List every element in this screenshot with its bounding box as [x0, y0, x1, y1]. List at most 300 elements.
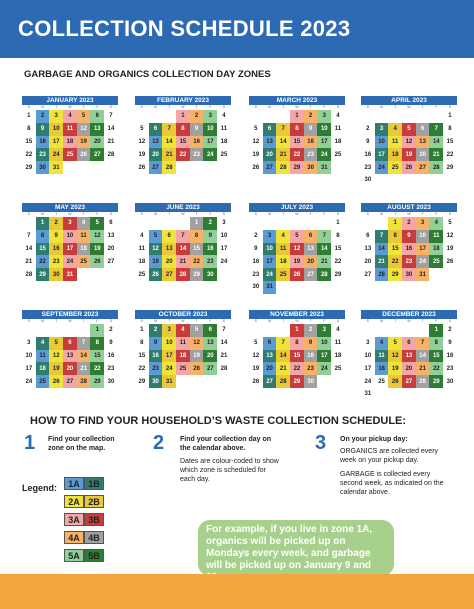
calendar-day: 10	[364, 352, 372, 359]
blank-day	[388, 110, 402, 123]
calendar-day: 25	[429, 255, 443, 268]
calendar-day: 22	[36, 255, 50, 268]
calendar-day: 20	[263, 362, 277, 375]
calendar-day: 12	[149, 243, 163, 256]
step-1-text: Find your collection zone on the map.	[48, 436, 115, 452]
weekday-label: T	[82, 319, 85, 323]
calendar-day: 23	[402, 255, 416, 268]
calendar-day: 29	[190, 268, 204, 281]
calendar-day: 11	[36, 350, 50, 363]
calendar-day: 11	[388, 136, 402, 149]
calendar-day: 29	[334, 271, 342, 278]
weekday-label: S	[254, 319, 258, 323]
calendar-day: 1	[190, 217, 204, 230]
calendar-day: 2	[149, 324, 163, 337]
calendar-day: 13	[416, 136, 430, 149]
weekday-label: T	[394, 319, 397, 323]
weekday-label: S	[140, 212, 144, 216]
weekday-label: M	[380, 212, 383, 216]
calendar-day: 22	[25, 151, 33, 158]
calendar-day: 16	[304, 136, 318, 149]
calendar-day: 10	[162, 337, 176, 350]
calendar-day: 7	[416, 337, 430, 350]
calendar-day: 16	[49, 243, 63, 256]
calendar-day: 16	[252, 258, 260, 265]
calendar-day: 6	[263, 123, 277, 136]
step-3-title: On your pickup day:	[340, 436, 408, 443]
calendar-day: 11	[375, 350, 389, 363]
calendar-day: 21	[107, 138, 115, 145]
calendar-day: 27	[402, 375, 416, 388]
calendar-day: 2	[36, 110, 50, 123]
calendar-day: 15	[334, 245, 342, 252]
calendar-day: 29	[90, 375, 104, 388]
calendar-day: 15	[290, 350, 304, 363]
calendar-day: 24	[162, 362, 176, 375]
blank-day	[149, 217, 163, 230]
calendar-day: 17	[364, 365, 372, 372]
legend-row	[64, 495, 104, 508]
calendar-day: 15	[429, 350, 443, 363]
calendar-day: 8	[388, 230, 402, 243]
month-grid	[249, 324, 345, 388]
calendar-day: 26	[252, 378, 260, 385]
calendar-day: 7	[317, 230, 331, 243]
month-title: MARCH 2023	[249, 96, 345, 105]
calendar-day: 1	[176, 110, 190, 123]
calendar-day: 26	[402, 161, 416, 174]
calendar-day: 26	[388, 375, 402, 388]
calendar-day: 23	[252, 271, 260, 278]
weekday-label: W	[181, 212, 185, 216]
blank-day	[416, 324, 430, 337]
month-title: JULY 2023	[249, 203, 345, 212]
step-2-number: 2	[153, 432, 165, 454]
calendar-day: 7	[276, 123, 290, 136]
calendar-day: 14	[220, 340, 228, 347]
weekday-label: T	[195, 319, 198, 323]
month-grid	[22, 324, 118, 388]
legend-row	[64, 549, 104, 562]
calendar-day: 25	[77, 255, 91, 268]
calendar-day: 30	[203, 268, 217, 281]
calendar-day: 31	[162, 375, 176, 388]
weekday-label: F	[209, 105, 212, 109]
weekday-label: S	[336, 212, 340, 216]
calendar-day: 10	[25, 352, 33, 359]
weekday-label: S	[366, 212, 370, 216]
weekday-label: T	[55, 105, 58, 109]
calendar-day: 31	[317, 161, 331, 174]
weekday-label: F	[323, 319, 326, 323]
blank-day	[162, 217, 176, 230]
calendar-day: 28	[429, 161, 443, 174]
weekday-label: F	[435, 319, 438, 323]
calendar-day: 11	[77, 230, 91, 243]
calendar-day: 8	[90, 337, 104, 350]
calendar-day: 18	[334, 138, 342, 145]
weekday-label: T	[282, 105, 285, 109]
calendar-day: 13	[63, 350, 77, 363]
calendar-day: 17	[49, 136, 63, 149]
calendar-day: 2	[190, 110, 204, 123]
calendar-day: 8	[290, 123, 304, 136]
blank-day	[375, 217, 389, 230]
calendar-day: 22	[429, 362, 443, 375]
calendar-day: 10	[203, 123, 217, 136]
calendar-day: 6	[149, 123, 163, 136]
calendar-day: 29	[388, 268, 402, 281]
calendar-day: 11	[429, 230, 443, 243]
blank-day	[416, 110, 430, 123]
calendar-day: 3	[366, 340, 370, 347]
calendar-day: 24	[220, 258, 228, 265]
calendar-day: 12	[290, 243, 304, 256]
calendar-day: 10	[375, 136, 389, 149]
calendar-day: 14	[77, 350, 91, 363]
calendar-day: 6	[416, 123, 430, 136]
calendar-day: 19	[90, 243, 104, 256]
calendar-day: 24	[375, 161, 389, 174]
month-calendar	[249, 96, 345, 174]
calendar-day: 9	[203, 230, 217, 243]
calendar-day: 19	[402, 148, 416, 161]
calendar-day: 13	[162, 243, 176, 256]
calendar-subtitle: GARBAGE AND ORGANICS COLLECTION DAY ZONES	[24, 69, 271, 80]
blank-day	[22, 217, 36, 230]
month-calendar	[361, 310, 457, 401]
weekday-label: W	[68, 105, 72, 109]
calendar-day: 29	[446, 164, 454, 171]
calendar-day: 23	[364, 164, 372, 171]
calendar-day: 26	[190, 362, 204, 375]
calendar-day: 7	[222, 327, 226, 334]
calendar-day: 5	[254, 126, 258, 133]
calendar-day: 24	[63, 255, 77, 268]
calendar-day: 4	[176, 324, 190, 337]
calendar-day: 27	[263, 161, 277, 174]
calendar-day: 28	[317, 268, 331, 281]
calendar-day: 25	[138, 271, 146, 278]
blank-day	[276, 324, 290, 337]
calendar-day: 14	[375, 243, 389, 256]
blank-day	[22, 324, 36, 337]
weekday-label: W	[295, 319, 299, 323]
calendar-day: 26	[77, 148, 91, 161]
month-calendar	[249, 310, 345, 388]
calendar-day: 8	[190, 230, 204, 243]
calendar-day: 26	[138, 164, 146, 171]
calendar-day: 17	[63, 243, 77, 256]
calendar-day: 31	[49, 161, 63, 174]
weekday-label: T	[195, 212, 198, 216]
blank-day	[317, 217, 331, 230]
calendar-day: 10	[220, 233, 228, 240]
month-grid	[22, 217, 118, 281]
calendar-day: 15	[290, 136, 304, 149]
month-calendar	[135, 310, 231, 388]
weekday-label: S	[27, 319, 31, 323]
legend-zone: 5A	[64, 549, 84, 562]
calendar-day: 17	[25, 365, 33, 372]
calendar-day: 18	[176, 350, 190, 363]
calendar-day: 1	[90, 324, 104, 337]
weekday-label: M	[41, 319, 44, 323]
month-calendar	[22, 310, 118, 388]
calendar-day: 21	[25, 258, 33, 265]
calendar-day: 4	[276, 230, 290, 243]
blank-day	[263, 217, 277, 230]
calendar-day: 28	[276, 161, 290, 174]
calendar-day: 19	[49, 362, 63, 375]
calendar-day: 24	[317, 362, 331, 375]
calendar-day: 12	[77, 123, 91, 136]
calendar-day: 28	[416, 375, 430, 388]
calendar-day: 2	[49, 217, 63, 230]
calendar-day: 3	[317, 110, 331, 123]
calendar-day: 17	[263, 255, 277, 268]
calendar-day: 2	[304, 324, 318, 337]
calendar-day: 8	[176, 123, 190, 136]
calendar-day: 1	[388, 217, 402, 230]
calendar-day: 12	[190, 337, 204, 350]
weekday-label: T	[55, 319, 58, 323]
blank-day	[290, 217, 304, 230]
calendar-day: 11	[220, 126, 228, 133]
calendar-day: 17	[375, 148, 389, 161]
weekday-label: M	[268, 212, 271, 216]
calendar-day: 8	[448, 126, 452, 133]
calendar-day: 15	[138, 352, 146, 359]
calendar-day: 20	[364, 258, 372, 265]
calendar-day: 28	[77, 375, 91, 388]
calendar-day: 18	[334, 352, 342, 359]
legend-zone: 4A	[64, 531, 84, 544]
calendar-day: 3	[203, 110, 217, 123]
calendar-day: 31	[63, 268, 77, 281]
weekday-label: T	[82, 212, 85, 216]
calendar-day: 21	[162, 148, 176, 161]
month-title: FEBRUARY 2023	[135, 96, 231, 105]
calendar-day: 30	[304, 375, 318, 388]
calendar-day: 3	[416, 217, 430, 230]
calendar-day: 19	[190, 350, 204, 363]
weekday-label: F	[209, 319, 212, 323]
calendar-day: 7	[429, 123, 443, 136]
calendar-day: 4	[222, 113, 226, 120]
calendar-day: 21	[429, 148, 443, 161]
calendar-day: 13	[402, 350, 416, 363]
calendar-day: 10	[416, 230, 430, 243]
calendar-day: 12	[90, 230, 104, 243]
month-title: NOVEMBER 2023	[249, 310, 345, 319]
calendar-day: 16	[364, 151, 372, 158]
blank-day	[304, 217, 318, 230]
calendar-day: 30	[304, 161, 318, 174]
calendar-day: 5	[140, 126, 144, 133]
calendar-day: 18	[77, 243, 91, 256]
calendar-day: 28	[176, 268, 190, 281]
calendar-day: 12	[49, 350, 63, 363]
weekday-label: M	[380, 319, 383, 323]
calendar-day: 22	[138, 365, 146, 372]
weekday-label: F	[96, 212, 99, 216]
calendar-day: 11	[63, 123, 77, 136]
legend-row	[64, 513, 104, 526]
weekday-label: T	[55, 212, 58, 216]
calendar-day: 12	[138, 138, 146, 145]
weekday-label: T	[168, 212, 171, 216]
calendar-day: 8	[27, 126, 31, 133]
legend-row	[64, 477, 104, 490]
calendar-day: 7	[77, 337, 91, 350]
weekday-label: T	[282, 212, 285, 216]
calendar-day: 7	[176, 230, 190, 243]
calendar-day: 6	[402, 337, 416, 350]
calendar-day: 19	[446, 245, 454, 252]
weekday-label: M	[154, 212, 157, 216]
calendar-day: 19	[388, 362, 402, 375]
blank-day	[276, 110, 290, 123]
weekday-label: T	[309, 319, 312, 323]
legend-zone: 1B	[84, 477, 104, 490]
calendar-day: 12	[252, 352, 260, 359]
calendar-day: 19	[290, 255, 304, 268]
month-title: AUGUST 2023	[361, 203, 457, 212]
calendar-day: 2	[109, 327, 113, 334]
calendar-day: 19	[252, 151, 260, 158]
weekday-label: F	[435, 212, 438, 216]
calendar-day: 26	[252, 164, 260, 171]
weekday-label: M	[154, 319, 157, 323]
calendar-day: 4	[388, 123, 402, 136]
calendar-day: 28	[375, 268, 389, 281]
calendar-day: 20	[63, 362, 77, 375]
calendar-day: 24	[49, 148, 63, 161]
calendar-day: 9	[36, 123, 50, 136]
blank-day	[249, 324, 263, 337]
calendar-day: 6	[366, 233, 370, 240]
calendar-day: 5	[49, 337, 63, 350]
blank-day	[149, 110, 163, 123]
calendar-day: 14	[429, 136, 443, 149]
calendar-day: 22	[334, 258, 342, 265]
calendar-day: 21	[375, 255, 389, 268]
calendar-day: 22	[446, 151, 454, 158]
calendar-day: 6	[304, 230, 318, 243]
calendar-day: 23	[49, 255, 63, 268]
weekday-label: T	[394, 105, 397, 109]
month-title: DECEMBER 2023	[361, 310, 457, 319]
calendar-day: 13	[364, 245, 372, 252]
calendar-day: 5	[90, 217, 104, 230]
weekday-label: T	[309, 212, 312, 216]
calendar-day: 30	[446, 378, 454, 385]
calendar-day: 14	[416, 350, 430, 363]
calendar-day: 2	[254, 233, 258, 240]
calendar-day: 3	[375, 123, 389, 136]
month-grid	[249, 110, 345, 174]
calendar-day: 2	[203, 217, 217, 230]
calendar-day: 19	[77, 136, 91, 149]
blank-day	[375, 324, 389, 337]
weekday-label: S	[336, 319, 340, 323]
weekday-label: W	[295, 212, 299, 216]
month-calendar	[361, 96, 457, 187]
calendar-day: 23	[190, 148, 204, 161]
calendar-day: 17	[317, 136, 331, 149]
calendar-day: 21	[276, 148, 290, 161]
calendar-day: 5	[448, 220, 452, 227]
calendar-day: 28	[220, 365, 228, 372]
weekday-label: F	[209, 212, 212, 216]
calendar-day: 20	[107, 245, 115, 252]
calendar-day: 15	[25, 138, 33, 145]
calendar-day: 19	[138, 151, 146, 158]
calendar-day: 15	[90, 350, 104, 363]
calendar-day: 1	[140, 327, 144, 334]
weekday-label: F	[323, 212, 326, 216]
calendar-day: 1	[36, 217, 50, 230]
weekday-label: T	[394, 212, 397, 216]
weekday-label: S	[254, 105, 258, 109]
calendar-day: 26	[149, 268, 163, 281]
blank-day	[402, 110, 416, 123]
weekday-label: M	[268, 105, 271, 109]
month-calendar	[22, 96, 118, 174]
legend-zone: 2B	[84, 495, 104, 508]
month-calendar	[135, 96, 231, 174]
month-title: OCTOBER 2023	[135, 310, 231, 319]
calendar-day: 24	[364, 378, 372, 385]
calendar-day: 5	[402, 123, 416, 136]
calendar-day: 24	[317, 148, 331, 161]
calendar-day: 23	[446, 365, 454, 372]
weekday-label: T	[168, 105, 171, 109]
weekday-label: W	[68, 212, 72, 216]
calendar-day: 17	[203, 136, 217, 149]
calendar-day: 10	[63, 230, 77, 243]
month-calendar	[135, 203, 231, 281]
calendar-day: 16	[402, 243, 416, 256]
weekday-label: F	[323, 105, 326, 109]
calendar-day: 5	[190, 324, 204, 337]
calendar-day: 7	[276, 337, 290, 350]
calendar-day: 24	[416, 255, 430, 268]
calendar-day: 13	[263, 136, 277, 149]
calendar-day: 8	[36, 230, 50, 243]
calendar-day: 14	[107, 126, 115, 133]
calendar-day: 12	[402, 136, 416, 149]
month-grid	[361, 110, 457, 187]
calendar-day: 4	[336, 327, 340, 334]
calendar-day: 7	[109, 113, 113, 120]
calendar-day: 15	[176, 136, 190, 149]
calendar-day: 23	[149, 362, 163, 375]
calendar-day: 21	[77, 362, 91, 375]
calendar-day: 10	[317, 123, 331, 136]
weekday-label: W	[181, 319, 185, 323]
calendar-day: 2	[402, 217, 416, 230]
calendar-day: 8	[336, 233, 340, 240]
calendar-day: 29	[138, 378, 146, 385]
calendar-day: 27	[162, 268, 176, 281]
weekday-label: S	[448, 105, 452, 109]
calendar-day: 25	[388, 161, 402, 174]
blank-day	[263, 324, 277, 337]
calendar-day: 21	[317, 255, 331, 268]
month-grid	[135, 324, 231, 388]
